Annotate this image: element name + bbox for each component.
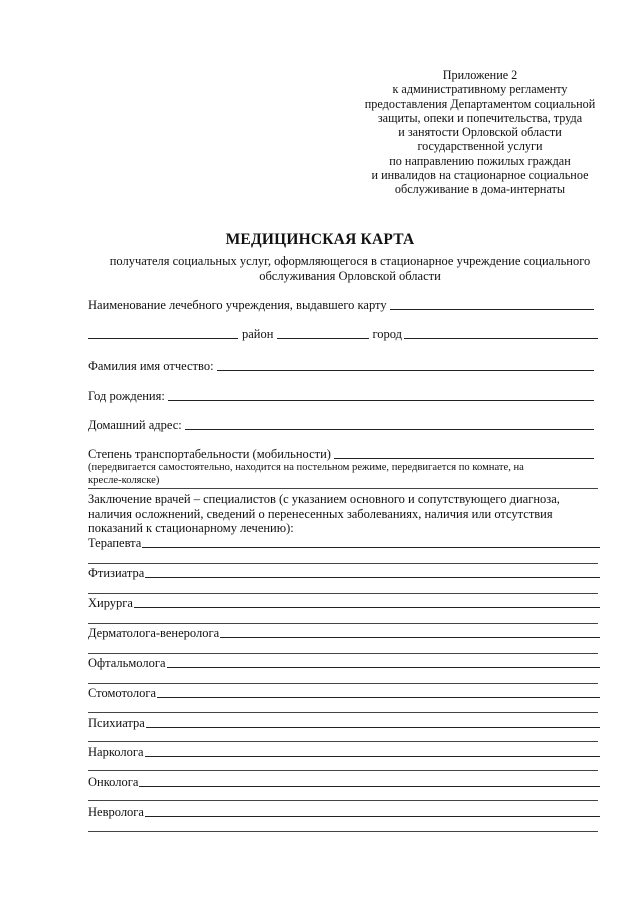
institution-input-line[interactable]	[390, 308, 594, 310]
institution-label: Наименование лечебного учреждения, выдавшего карту	[88, 298, 387, 312]
doctor-input-line[interactable]	[220, 636, 600, 638]
city-label: город	[372, 327, 403, 341]
document-title: МЕДИЦИНСКАЯ КАРТА	[225, 231, 415, 248]
appendix-line: предоставления Департаментом социальной	[364, 96, 596, 111]
institution-field[interactable]	[88, 298, 594, 313]
doctor-row-oncologist[interactable]	[88, 775, 600, 790]
conclusion-line: Заключение врачей – специалистов (с указанием основного и сопутствующего диагноза,	[88, 492, 560, 506]
doctor-extra-line[interactable]	[88, 683, 598, 684]
doctor-row-neurologist[interactable]	[88, 805, 600, 820]
mobility-input-line[interactable]	[334, 457, 594, 459]
doctor-row-dermatologist[interactable]	[88, 626, 600, 641]
doctor-row-phthisiatrician[interactable]	[88, 566, 600, 581]
birth-year-field[interactable]	[88, 389, 594, 404]
subtitle-line: получателя социальных услуг, оформляющегося в стационарное учреждение социального	[109, 254, 591, 268]
doctor-input-line[interactable]	[134, 606, 600, 608]
birth-year-input-line[interactable]	[168, 399, 594, 401]
region-input-line[interactable]	[88, 337, 238, 339]
doctor-input-line[interactable]	[157, 696, 600, 698]
doctor-input-line[interactable]	[142, 546, 600, 548]
doctor-label: Фтизиатра	[88, 566, 145, 580]
address-label: Домашний адрес:	[88, 418, 182, 432]
address-field[interactable]	[88, 418, 594, 433]
doctor-label: Терапевта	[88, 536, 142, 550]
doctor-extra-line[interactable]	[88, 741, 598, 742]
mobility-label: Степень транспортабельности (мобильности)	[88, 447, 331, 461]
appendix-line: государственной услуги	[417, 139, 543, 154]
doctor-extra-line[interactable]	[88, 712, 598, 713]
fio-input-line[interactable]	[217, 369, 594, 371]
doctor-row-ophthalmologist[interactable]	[88, 656, 600, 671]
doctor-input-line[interactable]	[145, 815, 600, 817]
doctor-extra-line[interactable]	[88, 653, 598, 654]
doctor-extra-line[interactable]	[88, 563, 598, 564]
subtitle-line: обслуживания Орловской области	[259, 268, 441, 283]
doctor-input-line[interactable]	[146, 726, 600, 728]
doctor-extra-line[interactable]	[88, 593, 598, 594]
mobility-note-line: кресле-коляске)	[88, 474, 160, 486]
doctor-input-line[interactable]	[145, 576, 600, 578]
doctor-label: Психиатра	[88, 716, 145, 730]
doctor-row-surgeon[interactable]	[88, 596, 600, 611]
doctor-extra-line[interactable]	[88, 770, 598, 771]
appendix-line: по направлению пожилых граждан	[389, 153, 571, 168]
mobility-note	[88, 462, 598, 487]
doctor-input-line[interactable]	[145, 755, 600, 757]
doctor-row-psychiatrist[interactable]	[88, 716, 600, 731]
doctor-input-line[interactable]	[139, 785, 600, 787]
district-input-line[interactable]	[277, 337, 369, 339]
district-city-row[interactable]	[88, 327, 598, 342]
doctor-label: Офтальмолога	[88, 656, 166, 670]
doctor-row-narcologist[interactable]	[88, 745, 600, 760]
doctor-label: Онколога	[88, 775, 139, 789]
appendix-line: Приложение 2	[442, 68, 518, 82]
appendix-header	[330, 68, 630, 197]
appendix-line: и занятости Орловской области	[398, 125, 562, 140]
doctor-row-therapist[interactable]	[88, 536, 600, 551]
appendix-line: обслуживание в дома-интернаты	[394, 182, 566, 197]
doctor-label: Дерматолога-венеролога	[88, 626, 220, 640]
mobility-field[interactable]	[88, 447, 594, 462]
address-input-line[interactable]	[185, 428, 594, 430]
doctor-row-dentist[interactable]	[88, 686, 600, 701]
district-label: район	[242, 327, 274, 341]
appendix-line: к административному регламенту	[392, 82, 568, 97]
appendix-line: защиты, опеки и попечительства, труда	[377, 110, 583, 125]
city-input-line[interactable]	[404, 337, 598, 339]
appendix-line: и инвалидов на стационарное социальное	[371, 168, 589, 183]
doctor-extra-line[interactable]	[88, 831, 598, 832]
doctor-input-line[interactable]	[167, 666, 601, 668]
document-subtitle	[60, 254, 640, 283]
doctor-label: Хирурга	[88, 596, 133, 610]
conclusion-line: показаний к стационарному лечению):	[88, 521, 294, 535]
birth-year-label: Год рождения:	[88, 389, 165, 403]
doctor-label: Нарколога	[88, 745, 144, 759]
doctor-extra-line[interactable]	[88, 800, 598, 801]
mobility-note-line: (передвигается самостоятельно, находится на постельном режиме, передвигается по комнате, на	[88, 462, 524, 473]
doctor-extra-line[interactable]	[88, 623, 598, 624]
doctor-label: Стомотолога	[88, 686, 157, 700]
mobility-extra-line	[88, 488, 598, 489]
conclusion-text	[88, 492, 608, 536]
conclusion-line: наличия осложнений, сведений о перенесенных заболеваниях, наличия или отсутствия	[88, 506, 553, 521]
fio-field[interactable]	[88, 359, 594, 374]
doctor-label: Невролога	[88, 805, 144, 819]
fio-label: Фамилия имя отчество:	[88, 359, 214, 373]
